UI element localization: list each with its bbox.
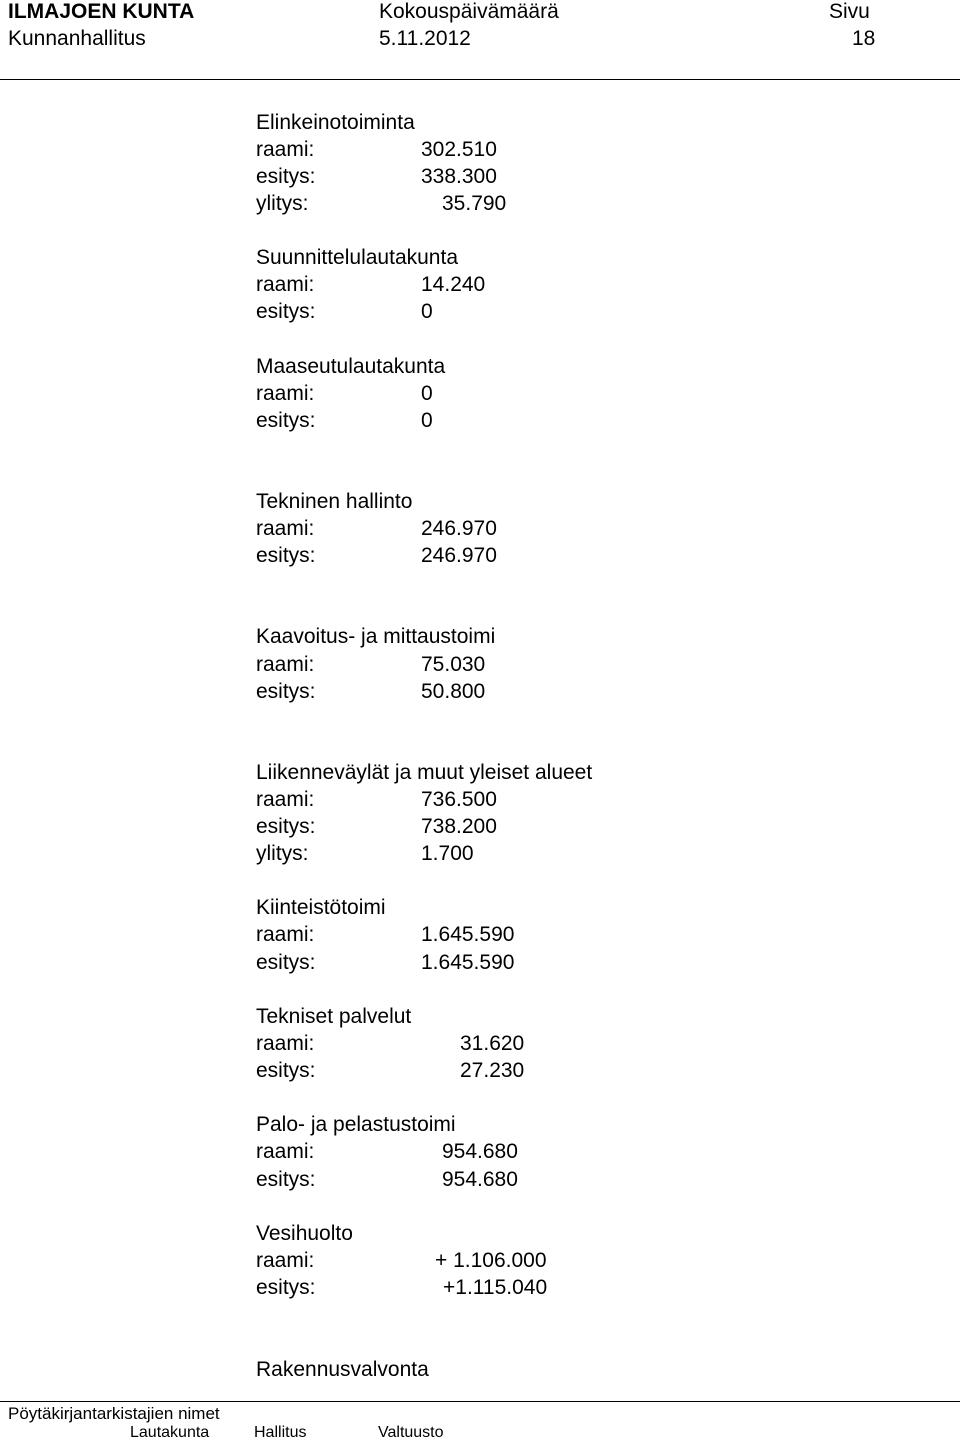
row-value: + 1.106.000: [435, 1249, 547, 1272]
row-label: raami:: [256, 138, 315, 161]
row-label: esitys:: [256, 300, 316, 323]
row-value: 35.790: [442, 192, 507, 215]
row-label: esitys:: [256, 544, 316, 567]
row-value: 1.645.590: [421, 951, 515, 974]
row-label: raami:: [256, 517, 315, 540]
row-value: 338.300: [421, 165, 497, 188]
row-value: 75.030: [421, 653, 486, 676]
row-label: raami:: [256, 923, 315, 946]
row-label: esitys:: [256, 1276, 316, 1299]
section-title: Tekniset palvelut: [256, 1005, 412, 1028]
meeting-date: 5.11.2012: [379, 27, 471, 50]
section-title: Elinkeinotoiminta: [256, 111, 415, 134]
footer-col-lautakunta: Lautakunta: [130, 1424, 210, 1441]
row-value: 50.800: [421, 680, 486, 703]
row-value: 954.680: [442, 1140, 518, 1163]
section-title: Palo- ja pelastustoimi: [256, 1113, 456, 1136]
organization-name: ILMAJOEN KUNTA: [8, 0, 195, 23]
page-label: Sivu: [829, 0, 870, 23]
row-label: esitys:: [256, 680, 316, 703]
section-title: Maaseutulautakunta: [256, 355, 446, 378]
body-name: Kunnanhallitus: [8, 27, 146, 50]
row-label: esitys:: [256, 1059, 316, 1082]
row-value: 14.240: [421, 273, 486, 296]
row-value: +1.115.040: [443, 1276, 548, 1299]
footer-divider: [0, 1401, 960, 1402]
row-label: raami:: [256, 1249, 315, 1272]
section-title: Rakennusvalvonta: [256, 1358, 429, 1381]
row-label: raami:: [256, 1140, 315, 1163]
signers-label: Pöytäkirjantarkistajien nimet: [8, 1404, 220, 1423]
section-title: Liikenneväylät ja muut yleiset alueet: [256, 761, 593, 784]
row-value: 1.645.590: [421, 923, 515, 946]
row-label: ylitys:: [256, 192, 309, 215]
row-label: raami:: [256, 788, 315, 811]
row-value: 954.680: [442, 1168, 518, 1191]
row-value: 1.700: [421, 842, 474, 865]
row-label: esitys:: [256, 1168, 316, 1191]
row-value: 246.970: [421, 517, 497, 540]
row-value: 738.200: [421, 815, 497, 838]
footer-col-hallitus: Hallitus: [254, 1424, 307, 1441]
row-label: esitys:: [256, 951, 316, 974]
row-value: 302.510: [421, 138, 497, 161]
row-value: 0: [421, 300, 433, 323]
row-label: raami:: [256, 273, 315, 296]
row-label: esitys:: [256, 165, 316, 188]
row-value: 27.230: [460, 1059, 525, 1082]
row-value: 246.970: [421, 544, 497, 567]
row-label: esitys:: [256, 409, 316, 432]
section-title: Tekninen hallinto: [256, 490, 413, 513]
row-value: 0: [421, 409, 433, 432]
row-value: 0: [421, 382, 433, 405]
footer-col-valtuusto: Valtuusto: [378, 1424, 444, 1441]
row-value: 736.500: [421, 788, 497, 811]
row-label: esitys:: [256, 815, 316, 838]
row-label: raami:: [256, 653, 315, 676]
section-title: Kiinteistötoimi: [256, 896, 386, 919]
row-label: raami:: [256, 1032, 315, 1055]
section-title: Kaavoitus- ja mittaustoimi: [256, 625, 496, 648]
row-label: raami:: [256, 382, 315, 405]
page-number: 18: [852, 27, 876, 50]
section-title: Vesihuolto: [256, 1222, 353, 1245]
header-divider: [0, 79, 960, 80]
row-label: ylitys:: [256, 842, 309, 865]
meeting-date-label: Kokouspäivämäärä: [379, 0, 559, 23]
row-value: 31.620: [460, 1032, 525, 1055]
section-title: Suunnittelulautakunta: [256, 246, 458, 269]
